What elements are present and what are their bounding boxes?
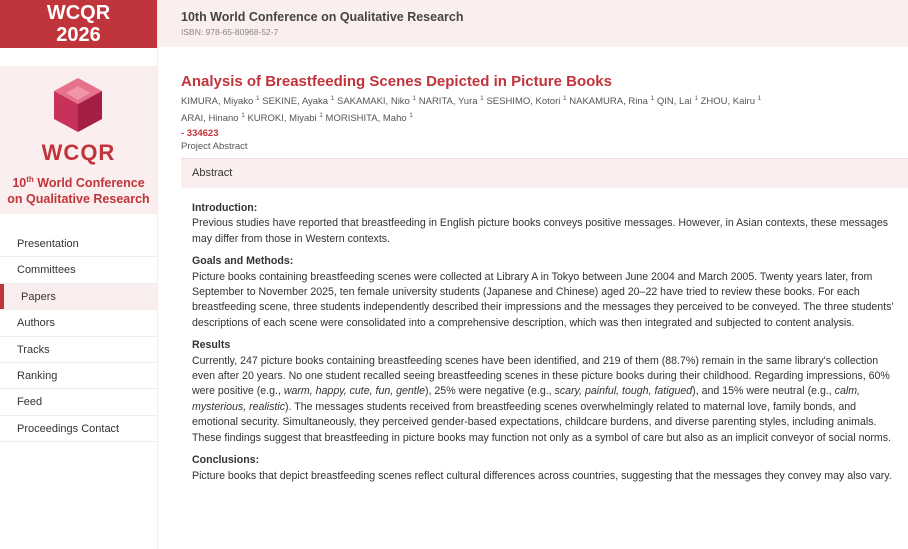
author[interactable]: KUROKI, Miyabi xyxy=(247,113,317,125)
cube-logo-icon xyxy=(52,76,104,134)
conference-logo[interactable] xyxy=(0,66,157,214)
sidebar xyxy=(0,0,157,549)
author[interactable]: MORISHITA, Maho xyxy=(325,113,407,125)
logo-subtitle: 10th World Conference on Qualitative Research xyxy=(7,175,150,207)
paper-id: - 334623 xyxy=(181,128,219,140)
sidebar-nav xyxy=(0,231,157,442)
author[interactable]: NARITA, Yura xyxy=(418,96,478,108)
conference-title: 10th World Conference on Qualitative Research xyxy=(181,10,464,24)
paper-type: Project Abstract xyxy=(181,141,248,153)
paper-title: Analysis of Breastfeeding Scenes Depicted in Picture Books xyxy=(181,73,612,90)
nav-committees[interactable]: Committees xyxy=(0,257,157,283)
author-line-2: ARAI, Hinano $^1$ KUROKI, Miyabi $^1$ MORISHITA, Maho $^1$ xyxy=(181,112,413,125)
author[interactable]: QIN, Lai xyxy=(656,96,692,108)
brand-line1: WCQR xyxy=(46,2,111,24)
logo-wordmark: WCQR xyxy=(41,140,116,165)
isbn-text: ISBN: 978-65-80968-52-7 xyxy=(181,27,279,37)
nav-authors[interactable]: Authors xyxy=(0,310,157,336)
author[interactable]: SESHIMO, Kotori xyxy=(486,96,561,108)
results-heading: Results xyxy=(192,339,231,352)
conclusions-heading: Conclusions: xyxy=(192,454,260,467)
nav-tracks[interactable]: Tracks xyxy=(0,337,157,363)
abstract-header xyxy=(181,158,908,188)
author[interactable]: KIMURA, Miyako xyxy=(181,96,254,108)
author[interactable]: SAKAMAKI, Niko xyxy=(336,96,410,108)
page-header xyxy=(158,0,908,47)
brand-line2: 2026 xyxy=(56,24,101,46)
intro-text: Previous studies have reported that breastfeeding in English picture books conveys positive messages. However, in Asian contexts, these messages may differ from those in Western contexts. xyxy=(192,217,889,245)
brand-banner[interactable] xyxy=(0,0,157,48)
nav-papers[interactable]: Papers xyxy=(0,284,157,310)
paper-info xyxy=(181,72,901,154)
goals-heading: Goals and Methods: xyxy=(192,255,294,268)
sidebar-divider xyxy=(157,0,158,549)
conclusions-text: Picture books that depict breastfeeding scenes reflect cultural differences across countries, suggesting that the messages they convey may also vary. xyxy=(192,469,892,482)
goals-text: Picture books containing breastfeeding scenes were collected at Library A in Tokyo between June 2004 and March 2005. Twenty years later, from September to November 2025, ten female university students (Japanese and Chinese) aged 20–22 have tried to review these books. For each breastfeeding scene, three students independently described their impressions and the messages they perceived to be conveyed. The three students' descriptions of each scene were consolidated into a comprehensive description, which was then integrated and subjected to content analysis. xyxy=(192,270,894,329)
nav-ranking[interactable]: Ranking xyxy=(0,363,157,389)
intro-heading: Introduction: xyxy=(192,202,258,214)
author[interactable]: NAKAMURA, Rina xyxy=(569,96,648,108)
abstract-body xyxy=(192,201,902,491)
results-text: Currently, 247 picture books containing breastfeeding scenes have been identified, and 219 of them (88.7%) remain in the same library's collection even after 20 years. No one student recalled seeing breastfeeding scenes in these picture books during their childhood. Regarding impressions, 60% were positive (e.g., warm, happy, cute, fun, gentle), 25% were negative (e.g., scary, painful, tough, fatigued), and 15% were neutral (e.g., calm, mysterious, realistic). The messages students received from breastfeeding scenes overwhelmingly related to maternal love, family bonds, and emotional security. Simultaneously, they perceived gender-based expectations, childcare burdens, and diverse parenting styles, including animals. These findings suggest that breastfeeding in picture books may function not only as a symbol of care but also as an implicit conveyor of social norms. xyxy=(192,354,891,444)
author-list xyxy=(181,92,901,126)
author[interactable]: ZHOU, Kairu xyxy=(700,96,755,108)
author[interactable]: ARAI, Hinano xyxy=(181,113,239,125)
abstract-heading: Abstract xyxy=(192,167,233,179)
nav-feed[interactable]: Feed xyxy=(0,389,157,415)
author-line-1: KIMURA, Miyako $^1$ SEKINE, Ayaka $^1$ SAKAMAKI, Niko $^1$ NARITA, Yura $^1$ SESHIMO, Kotori $^1$ NAKAMURA, Rina $^1$ QIN, Lai $^1$ ZHOU, Kairu $^1$ xyxy=(181,95,762,108)
nav-presentation[interactable]: Presentation xyxy=(0,231,157,257)
nav-proceedings-contact[interactable]: Proceedings Contact xyxy=(0,416,157,442)
author[interactable]: SEKINE, Ayaka xyxy=(262,96,329,108)
